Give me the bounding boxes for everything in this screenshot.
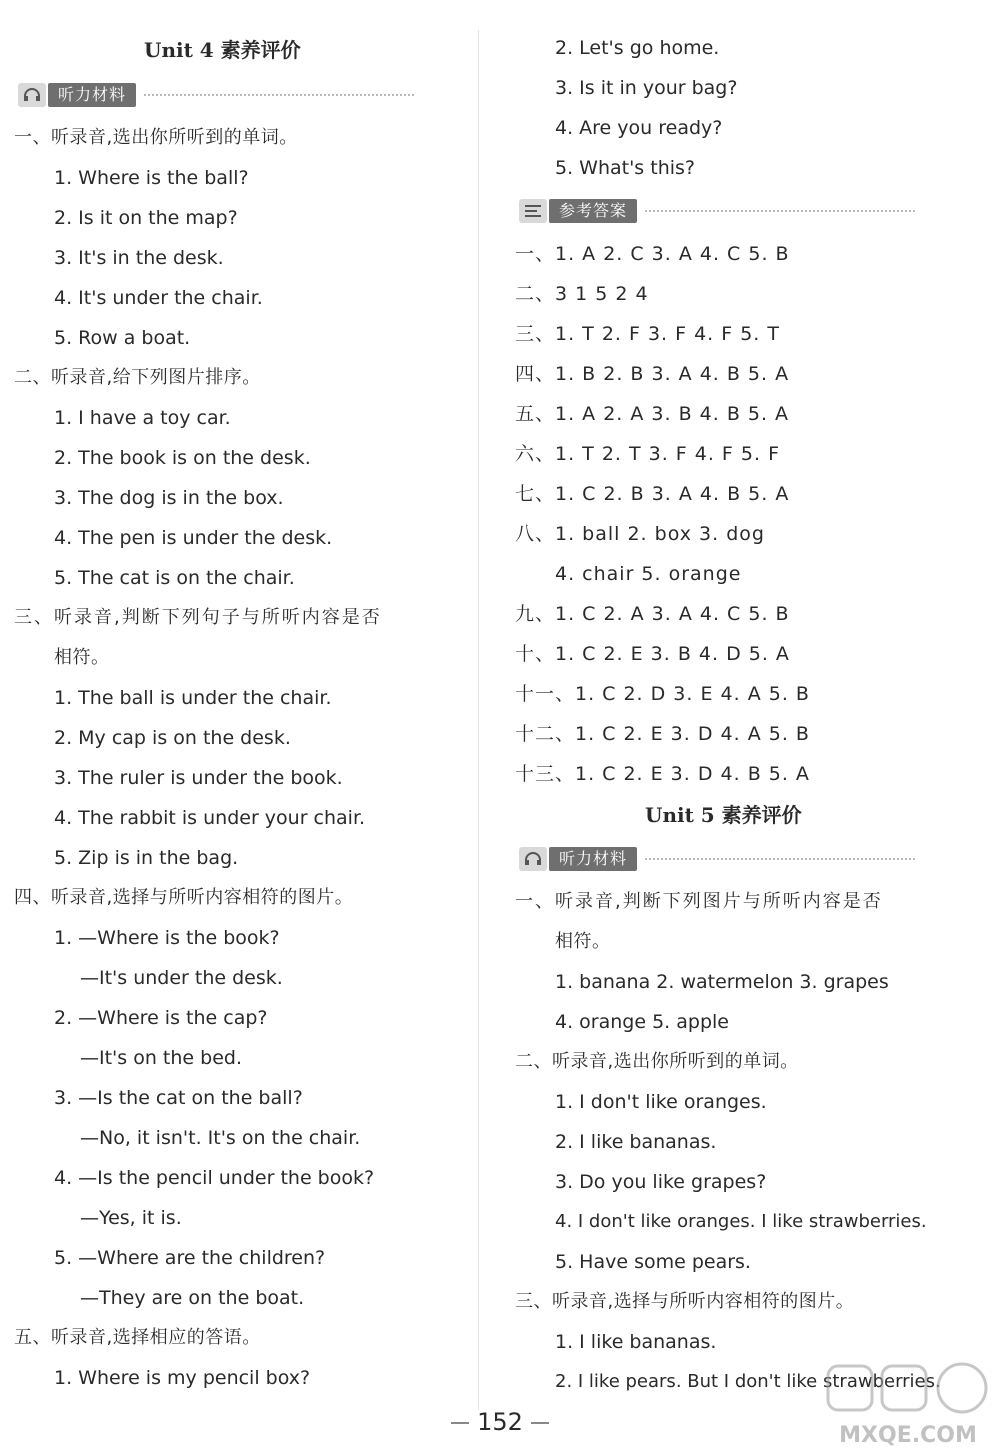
dialog-line: —It's on the bed.: [80, 1047, 242, 1069]
listening-banner: [519, 846, 915, 872]
dialog-line: —Yes, it is.: [80, 1207, 182, 1229]
dialog-line: 1. —Where is the book?: [54, 927, 280, 949]
answer-row: 十二、1. C 2. E 3. D 4. A 5. B: [515, 723, 810, 745]
list-item: 4. It's under the chair.: [54, 287, 263, 309]
answer-row: 四、1. B 2. B 3. A 4. B 5. A: [515, 363, 790, 385]
list-item: 1. I don't like oranges.: [555, 1091, 767, 1113]
list-item: 3. Is it in your bag?: [555, 77, 738, 99]
section-heading: 四、听录音,选择与所听内容相符的图片。: [14, 887, 354, 908]
answer-row: 六、1. T 2. T 3. F 4. F 5. F: [515, 443, 780, 465]
list-item: 2. My cap is on the desk.: [54, 727, 291, 749]
section-heading: 三、听录音,选择与所听内容相符的图片。: [515, 1291, 855, 1312]
section-heading-cont: 相符。: [54, 647, 110, 668]
list-item: 3. The dog is in the box.: [54, 487, 284, 509]
section-heading: 五、听录音,选择相应的答语。: [14, 1327, 261, 1348]
list-item: 5. Have some pears.: [555, 1251, 751, 1273]
list-item: 2. Let's go home.: [555, 37, 720, 59]
list-item: 5. Row a boat.: [54, 327, 191, 349]
unit4-title: Unit 4 素养评价: [144, 38, 301, 62]
dotted-rule: [645, 858, 915, 860]
dialog-line: —It's under the desk.: [80, 967, 283, 989]
page-number: 152: [477, 1408, 523, 1436]
list-item: 1. Where is my pencil box?: [54, 1367, 311, 1389]
headphones-icon: [519, 847, 547, 871]
watermark-text: MXQE.COM: [839, 1423, 977, 1448]
list-item: 2. I like bananas.: [555, 1131, 717, 1153]
list-item: 1. I like bananas.: [555, 1331, 717, 1353]
section-heading: 三、听录音,判断下列句子与所听内容是否: [14, 607, 382, 628]
section-heading-cont: 相符。: [555, 931, 611, 952]
list-item: 5. What's this?: [555, 157, 696, 179]
list-item: 2. Is it on the map?: [54, 207, 238, 229]
list-item: 2. I like pears. But I don't like strawberries.: [555, 1371, 941, 1392]
dialog-line: 3. —Is the cat on the ball?: [54, 1087, 303, 1109]
answer-row: 4. chair 5. orange: [555, 563, 742, 585]
answer-row: 七、1. C 2. B 3. A 4. B 5. A: [515, 483, 790, 505]
listening-label: 听力材料: [48, 83, 136, 107]
dialog-line: —They are on the boat.: [80, 1287, 305, 1309]
dotted-rule: [144, 94, 414, 96]
footer-dash: [531, 1422, 549, 1424]
list-item: 4. orange 5. apple: [555, 1011, 729, 1033]
answer-row: 三、1. T 2. F 3. F 4. F 5. T: [515, 323, 780, 345]
answer-row: 八、1. ball 2. box 3. dog: [515, 523, 765, 545]
list-item: 1. I have a toy car.: [54, 407, 231, 429]
section-heading: 二、听录音,给下列图片排序。: [14, 367, 261, 388]
list-icon: [519, 199, 547, 223]
answer-row: 十一、1. C 2. D 3. E 4. A 5. B: [515, 683, 810, 705]
list-item: 5. Zip is in the bag.: [54, 847, 239, 869]
section-heading: 一、听录音,判断下列图片与所听内容是否: [515, 891, 883, 912]
dialog-line: 2. —Where is the cap?: [54, 1007, 268, 1029]
listening-banner: [18, 82, 414, 108]
listening-label: 听力材料: [549, 847, 637, 871]
list-item: 5. The cat is on the chair.: [54, 567, 295, 589]
list-item: 1. Where is the ball?: [54, 167, 249, 189]
answers-banner: [519, 198, 915, 224]
column-divider: [478, 30, 479, 1410]
dialog-line: 5. —Where are the children?: [54, 1247, 326, 1269]
dotted-rule: [645, 210, 915, 212]
section-heading: 一、听录音,选出你所听到的单词。: [14, 127, 298, 148]
list-item: 1. The ball is under the chair.: [54, 687, 332, 709]
answer-row: 九、1. C 2. A 3. A 4. C 5. B: [515, 603, 790, 625]
section-heading: 二、听录音,选出你所听到的单词。: [515, 1051, 799, 1072]
answer-row: 二、3 1 5 2 4: [515, 283, 649, 305]
answer-row: 十三、1. C 2. E 3. D 4. B 5. A: [515, 763, 810, 785]
page-footer: [0, 1408, 1000, 1436]
dialog-line: —No, it isn't. It's on the chair.: [80, 1127, 361, 1149]
watermark-logo: [822, 1358, 994, 1452]
answer-row: 十、1. C 2. E 3. B 4. D 5. A: [515, 643, 790, 665]
footer-dash: [451, 1422, 469, 1424]
answers-label: 参考答案: [549, 199, 637, 223]
answer-row: 一、1. A 2. C 3. A 4. C 5. B: [515, 243, 790, 265]
list-item: 4. The rabbit is under your chair.: [54, 807, 366, 829]
answer-row: 五、1. A 2. A 3. B 4. B 5. A: [515, 403, 790, 425]
list-item: 4. I don't like oranges. I like strawberries.: [555, 1211, 927, 1232]
dialog-line: 4. —Is the pencil under the book?: [54, 1167, 375, 1189]
list-item: 2. The book is on the desk.: [54, 447, 311, 469]
list-item: 4. The pen is under the desk.: [54, 527, 333, 549]
list-item: 3. It's in the desk.: [54, 247, 224, 269]
unit5-title: Unit 5 素养评价: [645, 803, 802, 827]
list-item: 3. The ruler is under the book.: [54, 767, 343, 789]
list-item: 1. banana 2. watermelon 3. grapes: [555, 971, 889, 993]
list-item: 3. Do you like grapes?: [555, 1171, 767, 1193]
list-item: 4. Are you ready?: [555, 117, 723, 139]
headphones-icon: [18, 83, 46, 107]
